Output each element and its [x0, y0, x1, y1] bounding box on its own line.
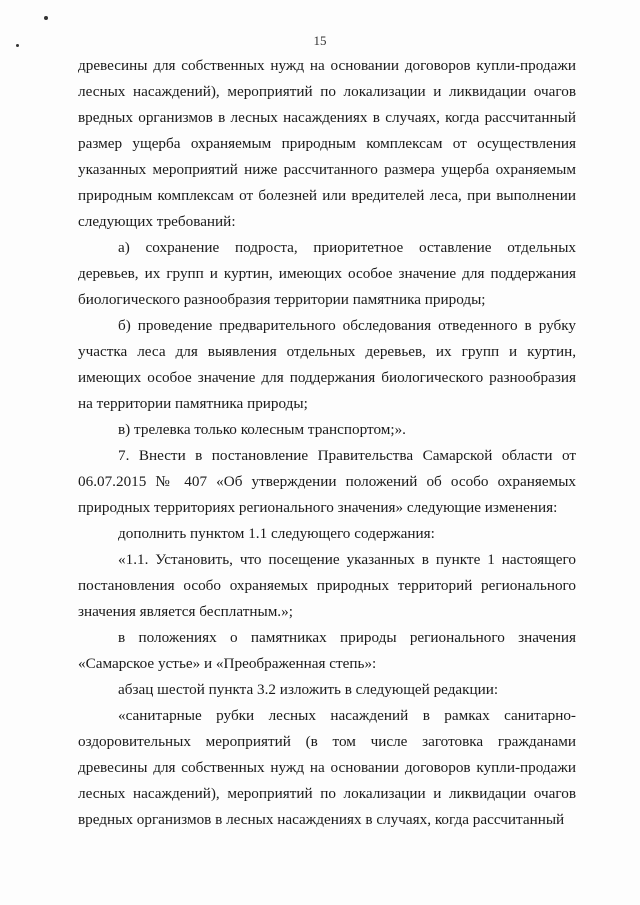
paragraph: «1.1. Установить, что посещение указанных в пункте 1 настоящего постановления особо охраняемых природных территорий регионального значения является бесплатным.»;: [78, 551, 576, 620]
paragraph: древесины для собственных нужд на основании договоров купли-продажи лесных насаждений), мероприятий по локализации и ликвидации очагов вредных организмов в лесных насаждениях в случаях, когда рассчитанный размер ущерба охраняемым природным комплексам от осуществления указанных мероприятий ниже рассчитанного размера ущерба охраняемым природным комплексам от болезней или вредителей леса, при выполнении следующих требований:: [78, 57, 576, 230]
paragraph: дополнить пунктом 1.1 следующего содержания:: [118, 525, 435, 542]
document-body: [78, 53, 576, 833]
paragraph: 7. Внести в постановление Правительства Самарской области от 06.07.2015 № 407 «Об утверждении положений об особо охраняемых природных территориях регионального значения» следующие изменения:: [78, 447, 576, 516]
page-number: 15: [313, 33, 327, 48]
paragraph: в) трелевка только колесным транспортом;».: [118, 421, 406, 438]
paragraph: «санитарные рубки лесных насаждений в рамках санитарно-оздоровительных мероприятий (в том числе заготовка гражданами древесины для собственных нужд на основании договоров купли-продажи лесных насаждений), мероприятий по локализации и ликвидации очагов вредных организмов в лесных насаждениях в случаях, когда рассчитанный: [78, 707, 576, 828]
paragraph: в положениях о памятниках природы регионального значения «Самарское устье» и «Преображенная степь»:: [78, 629, 576, 672]
scan-speck: [44, 16, 48, 20]
paragraph: б) проведение предварительного обследования отведенного в рубку участка леса для выявления отдельных деревьев, их групп и куртин, имеющих особое значение для поддержания биологического разнообразия на территории памятника природы;: [78, 317, 576, 412]
paragraph: а) сохранение подроста, приоритетное оставление отдельных деревьев, их групп и куртин, имеющих особое значение для поддержания биологического разнообразия территории памятника природы;: [78, 239, 576, 308]
paragraph: абзац шестой пункта 3.2 изложить в следующей редакции:: [118, 681, 499, 698]
